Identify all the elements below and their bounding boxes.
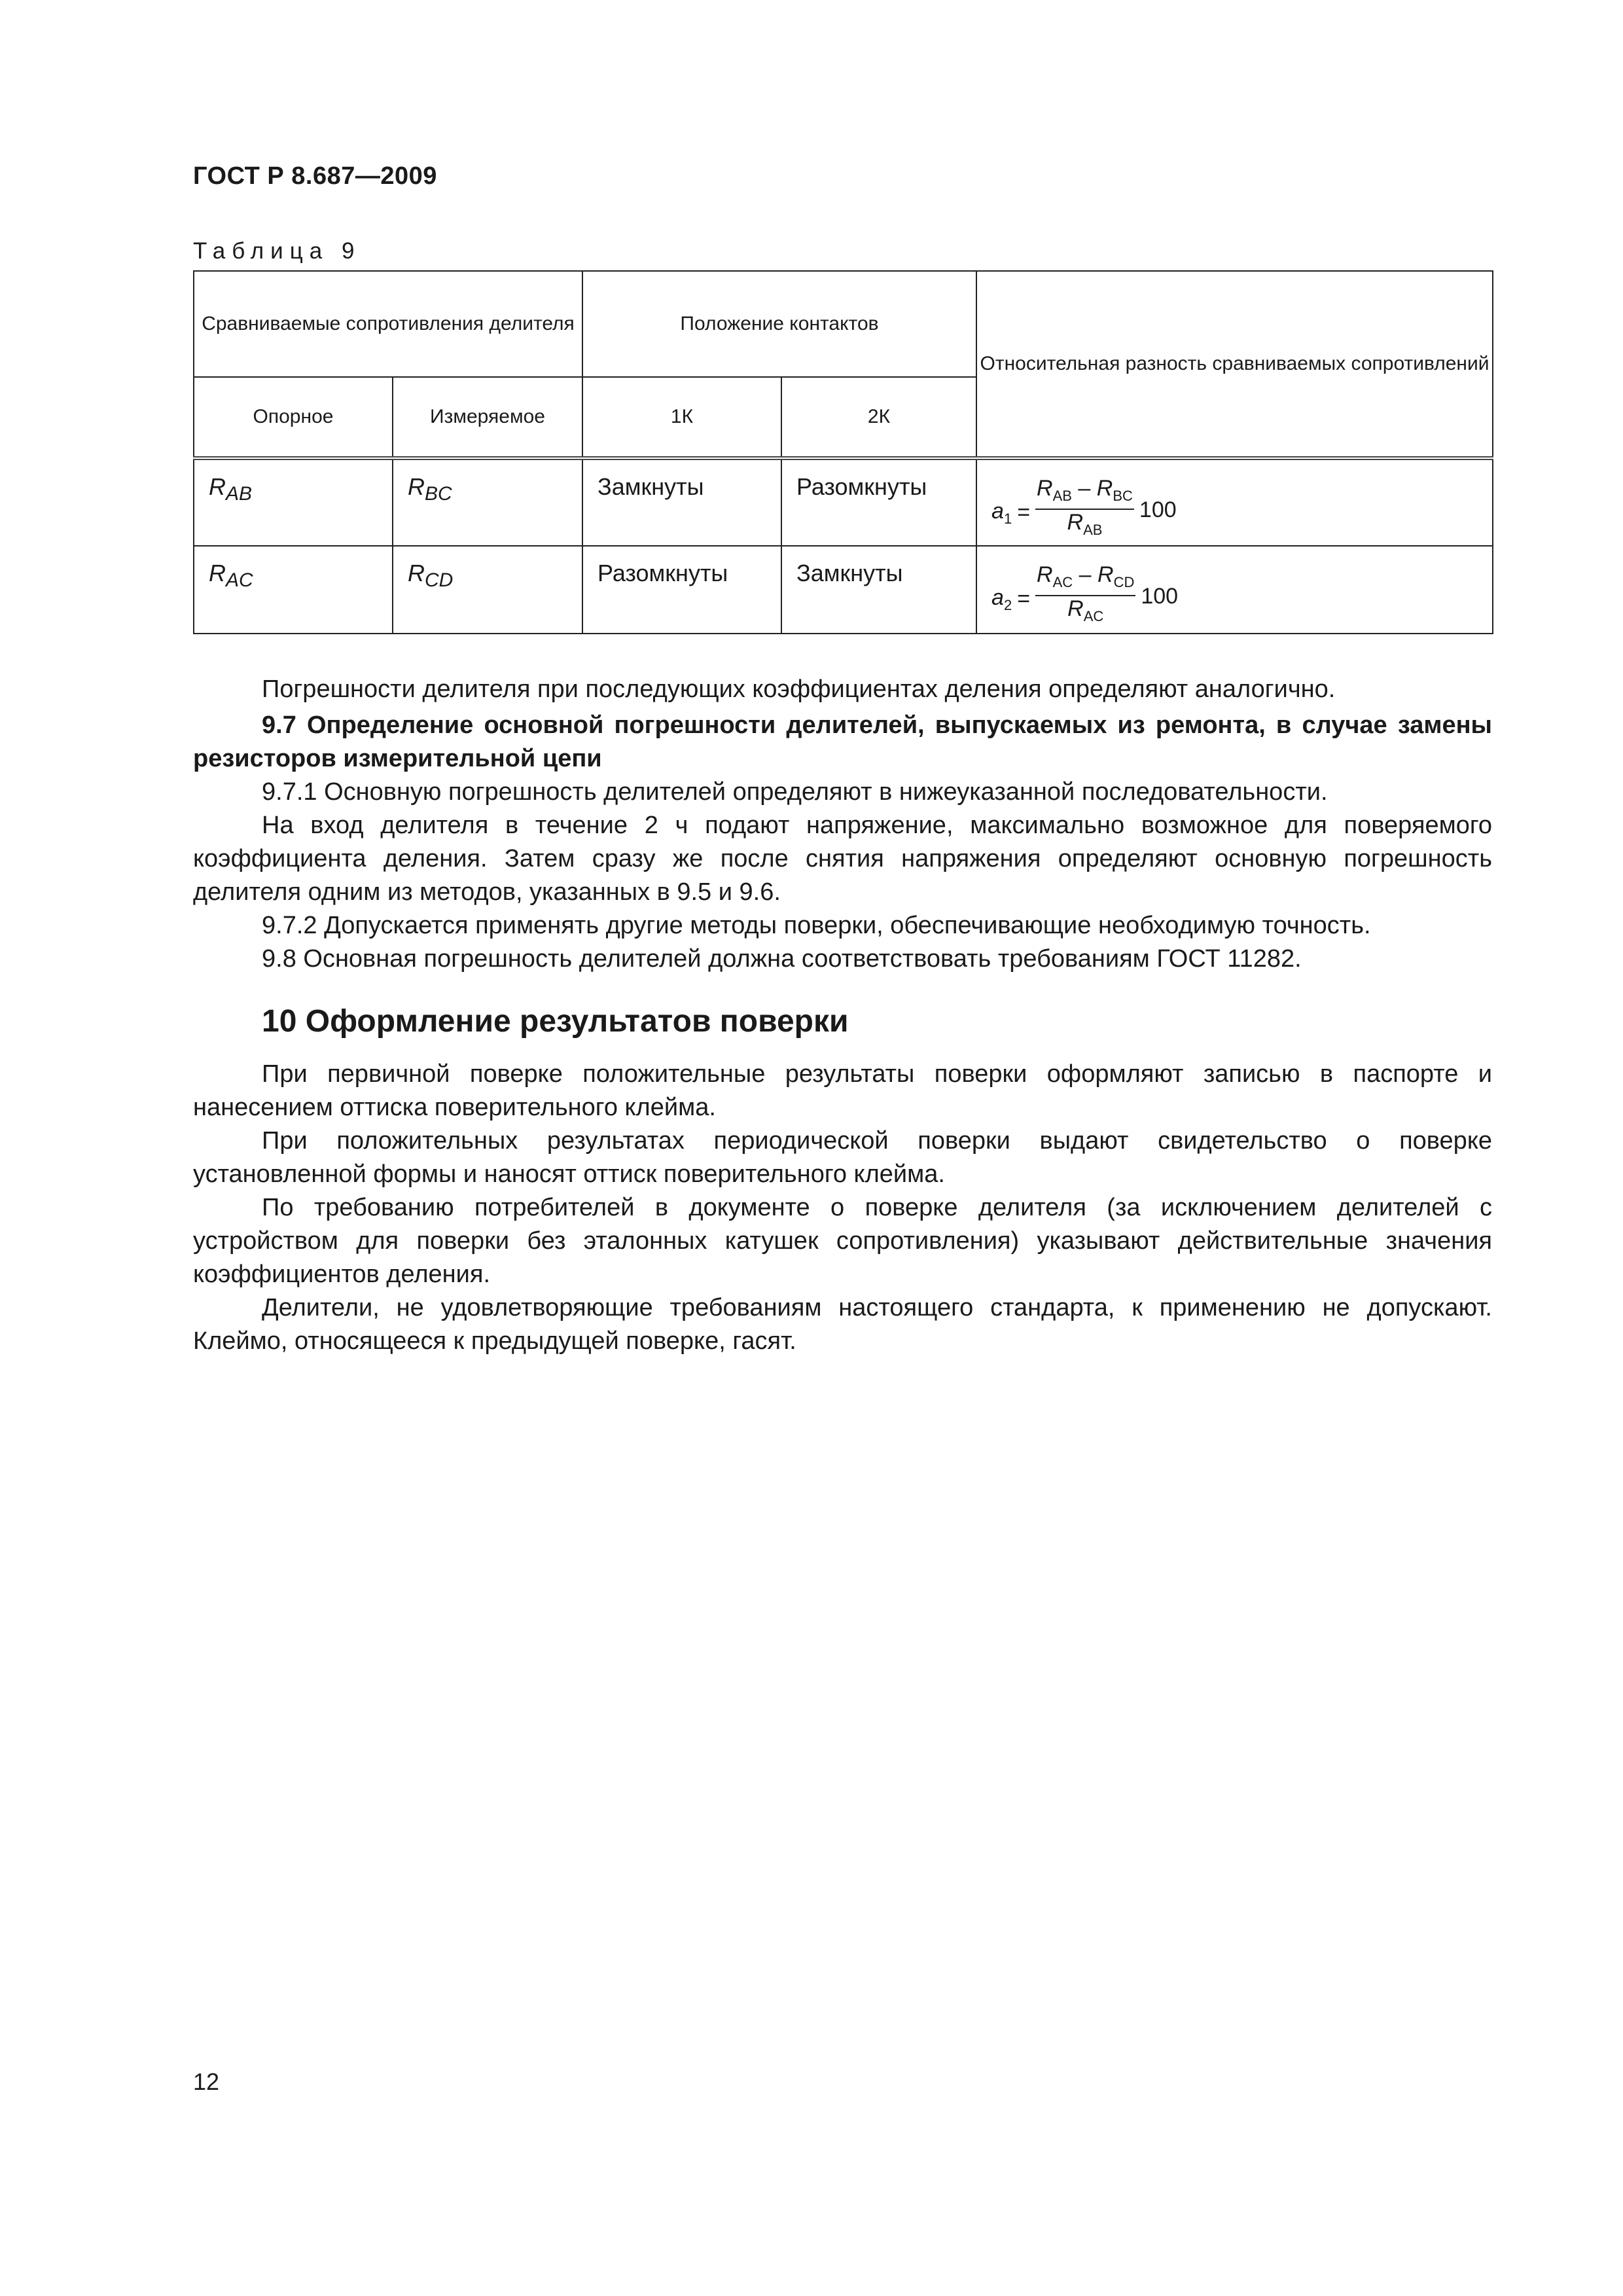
paragraph: По требованию потребителей в документе о поверке делителя (за исключением делителей с устройством для поверки без эталонных катушек сопротивления) указывают действительные значения коэффициентов деления. [193, 1194, 1492, 1288]
reference-cell: $R_{AB}$ [194, 458, 393, 546]
section-10-heading: 10 Оформление результатов поверки [262, 1004, 849, 1039]
header-difference: Относительная разность сравниваемых сопротивлений [976, 271, 1493, 458]
section-9-7-heading: 9.7 Определение основной погрешности делителей, выпускаемых из ремонта, в случае замены резисторов измерительной цепи [193, 711, 1492, 772]
header-contacts: Положение контактов [582, 271, 976, 377]
paragraph: 9.8 Основная погрешность делителей должна соответствовать требованиям ГОСТ 11282. [262, 945, 1302, 973]
page-number: 12 [193, 2068, 220, 2095]
paragraph: Делители, не удовлетворяющие требованиям настоящего стандарта, к применению не допускают. Клеймо, относящееся к предыдущей поверке, гасят. [193, 1294, 1492, 1355]
header-reference: Опорное [194, 377, 393, 458]
document-header: ГОСТ Р 8.687—2009 [193, 162, 437, 190]
table-row [194, 546, 1493, 634]
body-text [193, 673, 1492, 1358]
contact-2k-cell: Замкнуты [781, 546, 976, 634]
paragraph: Погрешности делителя при последующих коэффициентах деления определяют аналогично. [262, 675, 1336, 703]
table-caption: Таблица 9 [193, 238, 361, 264]
header-measured: Измеряемое [393, 377, 582, 458]
reference-cell: $R_{AC}$ [194, 546, 393, 634]
table-9 [193, 270, 1493, 634]
header-compared: Сравниваемые сопротивления делителя [194, 271, 582, 377]
header-contact-1k: 1К [582, 377, 781, 458]
formula-cell [976, 458, 1493, 546]
measured-cell: $R_{CD}$ [393, 546, 582, 634]
header-contact-2k: 2К [781, 377, 976, 458]
formula-cell [976, 546, 1493, 634]
paragraph: При первичной поверке положительные результаты поверки оформляют записью в паспорте и нанесением оттиска поверительного клейма. [193, 1060, 1492, 1121]
paragraph: При положительных результатах периодической поверки выдают свидетельство о поверке установленной формы и наносят оттиск поверительного клейма. [193, 1127, 1492, 1188]
paragraph: 9.7.2 Допускается применять другие методы поверки, обеспечивающие необходимую точность. [262, 912, 1371, 939]
contact-2k-cell: Разомкнуты [781, 458, 976, 546]
formula-a2: $a_2$ = $\frac{R_{AC} - R_{CD}}{R_{AC}}$ 100 [991, 562, 1179, 624]
formula-a1: $a_1$ = $\frac{R_{AB} - R_{BC}}{R_{AB}}$ 100 [991, 476, 1177, 538]
paragraph: На вход делителя в течение 2 ч подают напряжение, максимально возможное для поверяемого коэффициента деления. Затем сразу же после снятия напряжения определяют основную погрешность делителя одним из методов, указанных в 9.5 и 9.6. [193, 812, 1492, 906]
contact-1k-cell: Разомкнуты [582, 546, 781, 634]
paragraph: 9.7.1 Основную погрешность делителей определяют в нижеуказанной последовательности. [262, 778, 1328, 806]
table-row [194, 458, 1493, 546]
contact-1k-cell: Замкнуты [582, 458, 781, 546]
measured-cell: $R_{BC}$ [393, 458, 582, 546]
